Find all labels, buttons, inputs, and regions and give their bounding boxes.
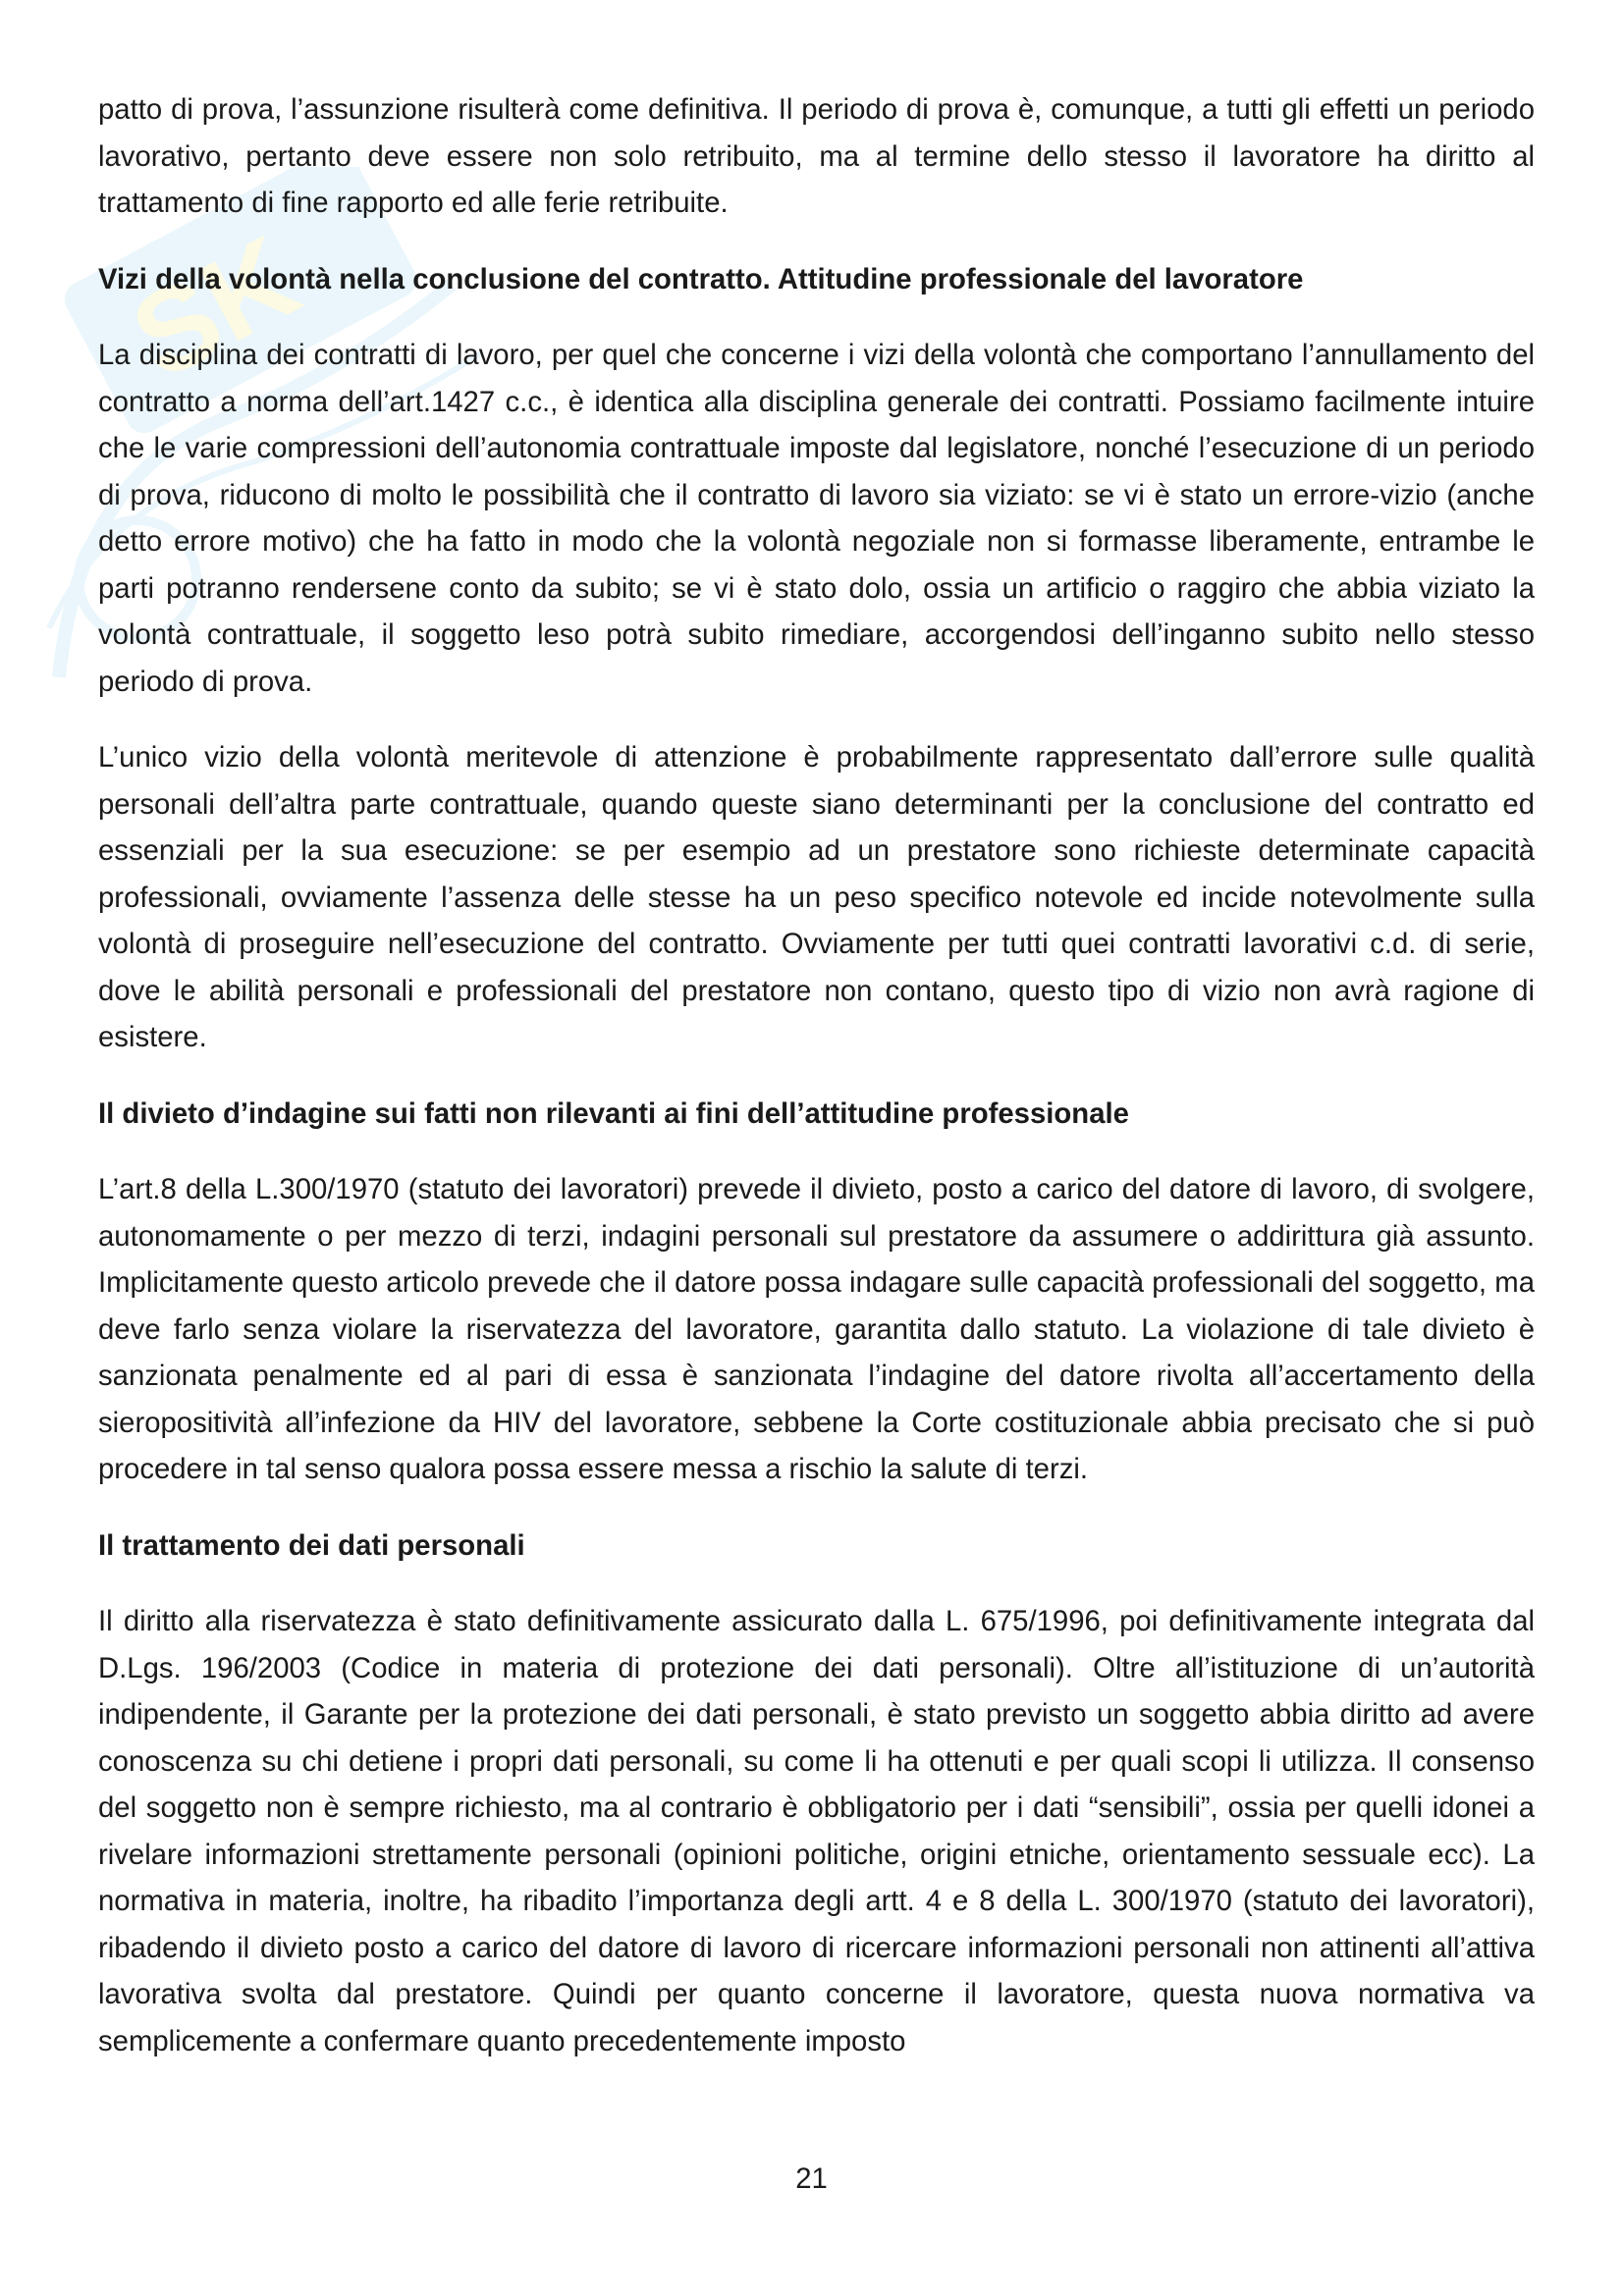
- paragraph-diritto-riservatezza: Il diritto alla riservatezza è stato definitivamente assicurato dalla L. 675/1996, poi definitivamente integrata dal D.Lgs. 196/2003 (Codice in materia di protezione dei dati personali). Oltre all’istituzione di un’autorità indipendente, il Garante per la protezione dei dati personali, è stato previsto un soggetto abbia diritto ad avere conoscenza su chi detiene i propri dati personali, su come li ha ottenuti e per quali scopi li utilizza. Il consenso del soggetto non è sempre richiesto, ma al contrario è obbligatorio per i dati “sensibili”, ossia per quelli idonei a rivelare informazioni strettamente personali (opinioni politiche, origini etniche, orientamento sessuale ecc). La normativa in materia, inoltre, ha ribadito l’importanza degli artt. 4 e 8 della L. 300/1970 (statuto dei lavoratori), ribadendo il divieto posto a carico del datore di lavoro di ricercare informazioni personali non attinenti all’attiva lavorativa svolta dal prestatore. Quindi per quanto concerne il lavoratore, questa nuova normativa va semplicemente a confermare quanto precedentemente imposto: [98, 1605, 1535, 2057]
- paragraph-intro-continuation: patto di prova, l’assunzione risulterà come definitiva. Il periodo di prova è, comunque, a tutti gli effetti un periodo lavorativo, pertanto deve essere non solo retribuito, ma al termine dello stesso il lavoratore ha diritto al trattamento di fine rapporto ed alle ferie retribuite.: [98, 93, 1535, 219]
- svg-text:SK: SK: [111, 211, 318, 404]
- section-heading-trattamento-dati: Il trattamento dei dati personali: [98, 1528, 525, 1562]
- paragraph-disciplina-contratti: La disciplina dei contratti di lavoro, per quel che concerne i vizi della volontà che comportano l’annullamento del contratto a norma dell’art.1427 c.c., è identica alla disciplina generale dei contratti. Possiamo facilmente intuire che le varie compressioni dell’autonomia contrattuale imposte dal legislatore, nonché l’esecuzione di un periodo di prova, riducono di molto le possibilità che il contratto di lavoro sia viziato: se vi è stato un errore-vizio (anche detto errore motivo) che ha fatto in modo che la volontà negoziale non si formasse liberamente, entrambe le parti potranno rendersene conto da subito; se vi è stato dolo, ossia un artificio o raggiro che abbia viziato la volontà contrattuale, il soggetto leso potrà subito rimediare, accorgendosi dell’inganno subito nello stesso periodo di prova.: [98, 339, 1535, 698]
- paragraph-unico-vizio: L’unico vizio della volontà meritevole di attenzione è probabilmente rappresentato dall’errore sulle qualità personali dell’altra parte contrattuale, quando queste siano determinanti per la conclusione del contratto ed essenziali per la sua esecuzione: se per esempio ad un prestatore sono richieste determinate capacità professionali, ovviamente l’assenza delle stesse ha un peso specifico notevole ed incide notevolmente sulla volontà di proseguire nell’esecuzione del contratto. Ovviamente per tutti quei contratti lavorativi c.d. di serie, dove le abilità personali e professionali del prestatore non contano, questo tipo di vizio non avrà ragione di esistere.: [98, 741, 1535, 1053]
- section-heading-vizi-volonta: Vizi della volontà nella conclusione del contratto. Attitudine professionale del lavoratore: [98, 262, 1304, 295]
- paragraph-art8-statuto: L’art.8 della L.300/1970 (statuto dei lavoratori) prevede il divieto, posto a carico del datore di lavoro, di svolgere, autonomamente o per mezzo di terzi, indagini personali sul prestatore da assumere o addirittura già assunto. Implicitamente questo articolo prevede che il datore possa indagare sulle capacità professionali del soggetto, ma deve farlo senza violare la riservatezza del lavoratore, garantita dallo statuto. La violazione di tale divieto è sanzionata penalmente ed al pari di essa è sanzionata l’indagine del datore rivolta all’accertamento della sieropositività all’infezione da HIV del lavoratore, sebbene la Corte costituzionale abbia precisato che si può procedere in tal senso qualora possa essere messa a rischio la salute di terzi.: [98, 1173, 1535, 1485]
- document-body: [98, 86, 1535, 2094]
- page-number: 21: [795, 2163, 828, 2195]
- section-heading-divieto-indagine: Il divieto d’indagine sui fatti non rilevanti ai fini dell’attitudine professionale: [98, 1096, 1129, 1130]
